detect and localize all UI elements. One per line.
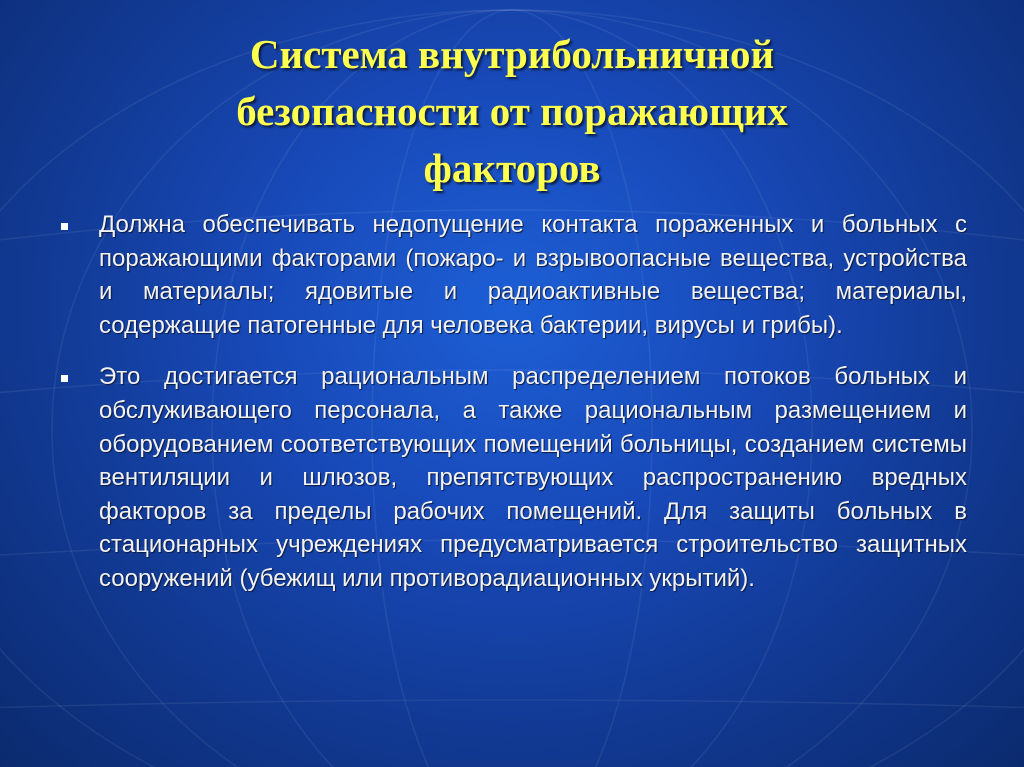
bullet-list: [55, 208, 967, 614]
bullet-item: [55, 360, 967, 595]
slide-title: Система внутрибольничной безопасности от поражающих факторов: [236, 31, 788, 191]
bullet-text: Это достигается рациональным распределением потоков больных и обслуживающего персонала, а также рациональным размещением и оборудованием соответствующих помещений больницы, созданием системы вентиляции и шлюзов, препятствующих распространению вредных факторов за пределы рабочих помещений. Для защиты больных в стационарных учреждениях предусматривается строительство защитных сооружений (убежищ или противорадиационных укрытий).: [99, 363, 967, 592]
bullet-text: Должна обеспечивать недопущение контакта пораженных и больных с поражающими факторами (пожаро- и взрывоопасные вещества, устройства и материалы; ядовитые и радиоактивные вещества; материалы, содержащие патогенные для человека бактерии, вирусы и грибы).: [99, 211, 967, 339]
square-bullet-icon: [61, 223, 68, 230]
bullet-item: [55, 208, 967, 342]
square-bullet-icon: [61, 375, 68, 382]
